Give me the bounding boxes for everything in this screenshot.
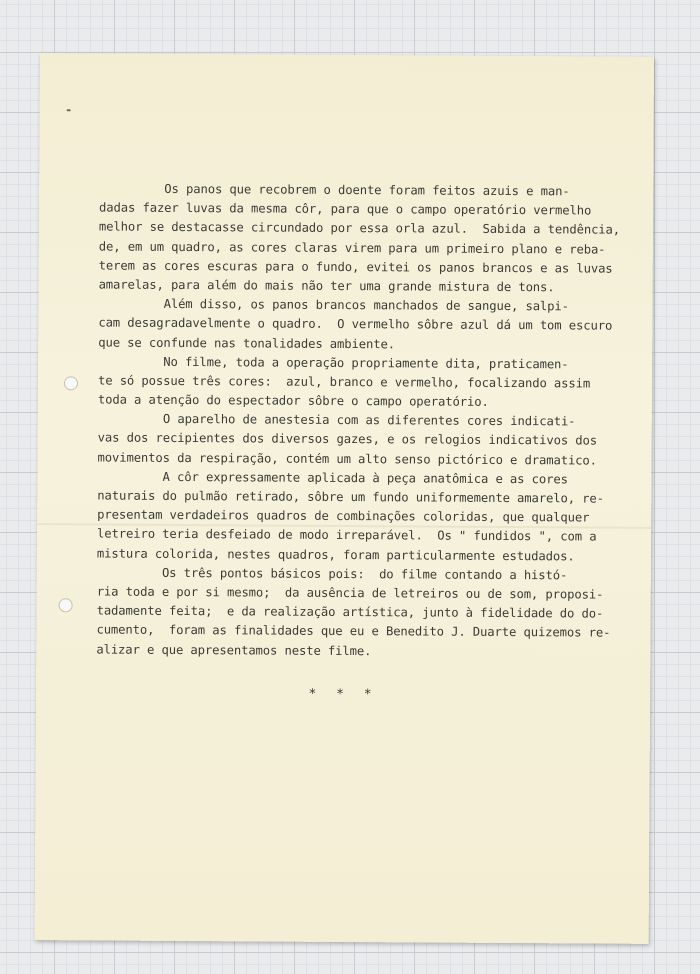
paper-sheet: [35, 53, 654, 944]
punch-hole-upper: [64, 376, 78, 390]
text-line: naturais do pulmão retirado, sôbre um fundo uniformemente amarelo, re-: [97, 488, 604, 506]
text-line: Os panos que recobrem o doente foram feitos azuis e man-: [99, 181, 570, 199]
text-line: dadas fazer luvas da mesma côr, para que o campo operatório vermelho: [99, 200, 592, 218]
text-line: alizar e que apresentamos neste filme.: [96, 641, 372, 658]
text-line: cumento, foram as finalidades que eu e Benedito J. Duarte quizemos re-: [96, 622, 611, 640]
text-line: letreiro teria desfeiado de modo irreparável. Os " fundidos ", com a: [97, 526, 597, 544]
punch-hole-lower: [59, 598, 73, 612]
typewritten-body: [96, 179, 639, 662]
ink-speck: [67, 109, 71, 111]
text-line: No filme, toda a operação propriamente dita, praticamen-: [98, 354, 569, 372]
text-line: que se confunde nas tonalidades ambiente.: [98, 334, 396, 351]
text-line: te só possue três cores: azul, branco e vermelho, focalizando assim: [97, 373, 591, 391]
text-line: de, em um quadro, as cores claras virem para um primeiro plano e reba-: [98, 239, 606, 257]
section-separator: * * *: [308, 686, 378, 703]
text-line: mistura colorida, nestes quadros, foram particularmente estudados.: [96, 546, 575, 563]
text-line: amarelas, para além do mais não ter uma grande mistura de tons.: [98, 277, 555, 295]
text-line: melhor se destacasse circundado por essa orla azul. Sabida a tendência,: [98, 219, 621, 238]
text-line: toda a atenção do espectador sôbre o campo operatório.: [97, 392, 489, 409]
text-line: presentam verdadeiros quadros de combinações coloridas, que qualquer: [97, 507, 590, 525]
text-line: O aparelho de anestesia com as diferentes cores indicati-: [97, 411, 576, 429]
text-line: Além disso, os panos brancos manchados de sangue, salpi-: [98, 296, 569, 314]
text-line: A côr expressamente aplicada à peça anatômica e as cores: [97, 469, 568, 487]
text-line: movimentos da respiração, contém um alto senso pictórico e dramatico.: [97, 450, 597, 468]
text-line: vas dos recipientes dos diversos gazes, e os relogios indicativos dos: [97, 430, 598, 448]
text-line: ria toda e por si mesmo; da ausência de letreiros ou de som, proposi-: [96, 584, 604, 602]
text-line: cam desagradavelmente o quadro. O vermelho sôbre azul dá um tom escuro: [98, 315, 613, 333]
text-line: tadamente feita; e da realização artística, junto à fidelidade do do-: [96, 603, 604, 621]
text-line: Os três pontos básicos pois: do filme contando a histó-: [96, 565, 568, 583]
text-line: terem as cores escuras para o fundo, evitei os panos brancos e as luvas: [98, 258, 613, 276]
